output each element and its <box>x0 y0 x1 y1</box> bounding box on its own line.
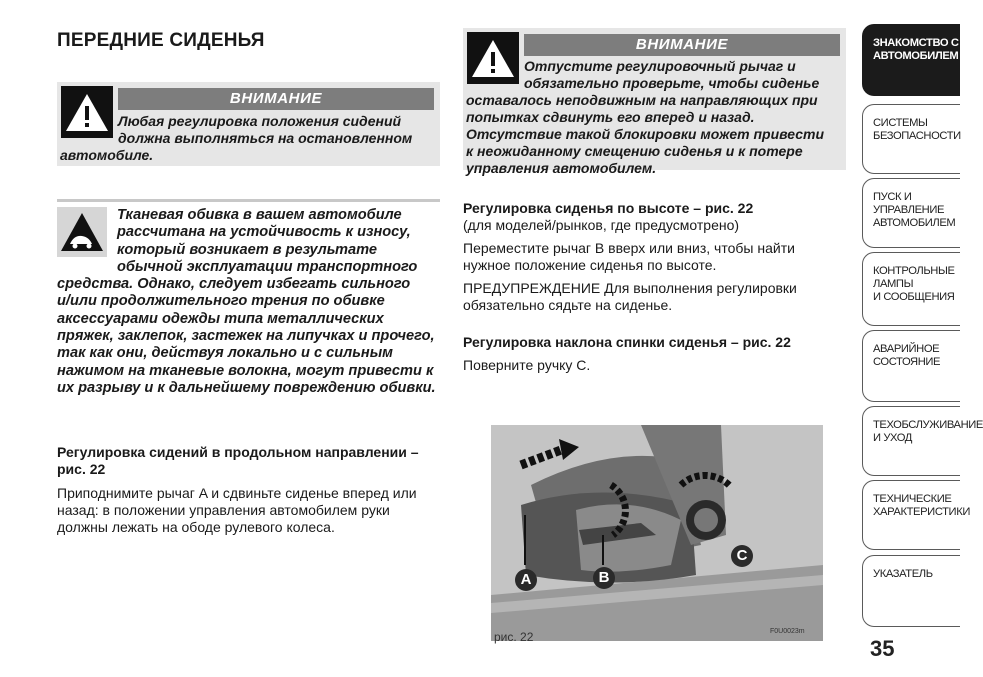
chapter-tab[interactable] <box>862 555 960 627</box>
page-title: ПЕРЕДНИЕ СИДЕНЬЯ <box>57 30 265 51</box>
section-backrest <box>463 334 843 374</box>
text-line: нужное положение сиденья по высоте. <box>463 257 717 273</box>
chapter-tab[interactable] <box>862 406 983 476</box>
label-b: B <box>593 567 615 589</box>
warning-line: обязательно проверьте, чтобы сиденье <box>524 75 820 91</box>
chapter-tab-label: УКАЗАТЕЛЬ <box>873 568 933 580</box>
chapter-tab[interactable] <box>862 178 960 248</box>
text-line: Приподнимите рычаг A и сдвиньте сиденье вперед или <box>57 485 417 501</box>
warning-text-2 <box>466 58 844 177</box>
caution-line: их разрыву и к дальнейшему повреждению обивки. <box>57 379 436 396</box>
caution-line: рассчитана на устойчивость к износу, <box>117 224 411 241</box>
warning-line: оставалось неподвижным на направляющих при <box>466 92 818 108</box>
section-text <box>57 485 447 536</box>
page-number: 35 <box>870 636 895 661</box>
chapter-tab[interactable] <box>862 104 960 174</box>
text-line: Переместите рычаг B вверх или вниз, чтобы найти <box>463 240 795 256</box>
text-line: обязательно сядьте на сиденье. <box>463 297 673 313</box>
warning-line: Отсутствие такой блокировки может привести <box>466 126 825 142</box>
warning-line: Отпустите регулировочный рычаг и <box>524 58 796 74</box>
section-heading <box>57 444 447 478</box>
text-line: должны лежать на ободе рулевого колеса. <box>57 519 335 535</box>
chapter-tab[interactable] <box>862 480 970 550</box>
section-heading: Регулировка наклона спинки сиденья – рис. 22 <box>463 334 791 350</box>
chapter-tab[interactable] <box>862 252 960 326</box>
warning-line: Любая регулировка положения сидений <box>118 113 402 129</box>
chapter-tab-label: ТЕХНИЧЕСКИЕ ХАРАКТЕРИСТИКИ <box>873 493 970 518</box>
text-line: ПРЕДУПРЕЖДЕНИЕ Для выполнения регулировки <box>463 280 797 296</box>
section-height <box>463 200 843 314</box>
chapter-tab-label: КОНТРОЛЬНЫЕ ЛАМПЫ И СООБЩЕНИЯ <box>873 265 955 303</box>
section-heading: Регулировка сиденья по высоте – рис. 22 <box>463 200 754 216</box>
warning-box-2 <box>463 28 846 176</box>
warning-line: управления автомобилем. <box>466 160 657 176</box>
chapter-tab-label: АВАРИЙНОЕ СОСТОЯНИЕ <box>873 343 941 368</box>
warning-box-1 <box>57 82 440 166</box>
seat-illustration <box>491 425 823 641</box>
warning-line: к неожиданному смещению сиденья и к потере <box>466 143 803 159</box>
section-text: Поверните ручку C. <box>463 357 591 373</box>
caution-line: аксессуарами одежды типа металлических <box>57 310 384 327</box>
warning-line: автомобиле. <box>60 147 154 163</box>
section-subtext: (для моделей/рынков, где предусмотрено) <box>463 217 740 233</box>
chapter-tab[interactable] <box>862 24 960 96</box>
caution-line: так как они, действуя локально и с сильным <box>57 345 393 362</box>
caution-line: нажимом на тканевые волокна, могут привести к <box>57 362 434 379</box>
caution-line: и/или продолжительного трения по обивке <box>57 293 385 310</box>
caution-line: средства. Однако, следует избегать сильного <box>57 276 411 293</box>
caution-line: пряжек, заклепок, застежек на липучках и прочего, <box>57 328 435 345</box>
heading-line: рис. 22 <box>57 461 106 477</box>
warning-banner-1: ВНИМАНИЕ <box>118 88 434 110</box>
label-a: A <box>515 569 537 591</box>
chapter-tab[interactable] <box>862 330 960 402</box>
figure-caption: рис. 22 <box>494 630 534 644</box>
section-text <box>463 240 843 274</box>
divider <box>57 199 440 202</box>
section-note <box>463 280 843 314</box>
caution-line: который возникает в результате <box>117 241 378 258</box>
caution-text <box>57 207 447 397</box>
chapter-tab-label: СИСТЕМЫ БЕЗОПАСНОСТИ <box>873 117 961 142</box>
warning-text-1 <box>60 113 435 164</box>
chapter-tab-label: ПУСК И УПРАВЛЕНИЕ АВТОМОБИЛЕМ <box>873 191 956 229</box>
section-longitudinal <box>57 444 447 536</box>
label-c: C <box>731 545 753 567</box>
warning-banner-2: ВНИМАНИЕ <box>524 34 840 56</box>
text-line: назад: в положении управления автомобилем руки <box>57 502 390 518</box>
warning-line: должна выполняться на остановленном <box>118 130 413 146</box>
figure-code: F0U0023m <box>770 628 805 635</box>
warning-line: попытках сдвинуть его вперед и назад. <box>466 109 755 125</box>
chapter-tab-label: ЗНАКОМСТВО С АВТОМОБИЛЕМ <box>873 37 959 62</box>
heading-line: Регулировка сидений в продольном направлении – <box>57 444 419 460</box>
caution-line: обычной эксплуатации транспортного <box>117 258 418 275</box>
chapter-tab-label: ТЕХОБСЛУЖИВАНИЕ И УХОД <box>873 419 983 444</box>
seat-figure <box>491 425 823 641</box>
caution-line: Тканевая обивка в вашем автомобиле <box>117 207 402 223</box>
